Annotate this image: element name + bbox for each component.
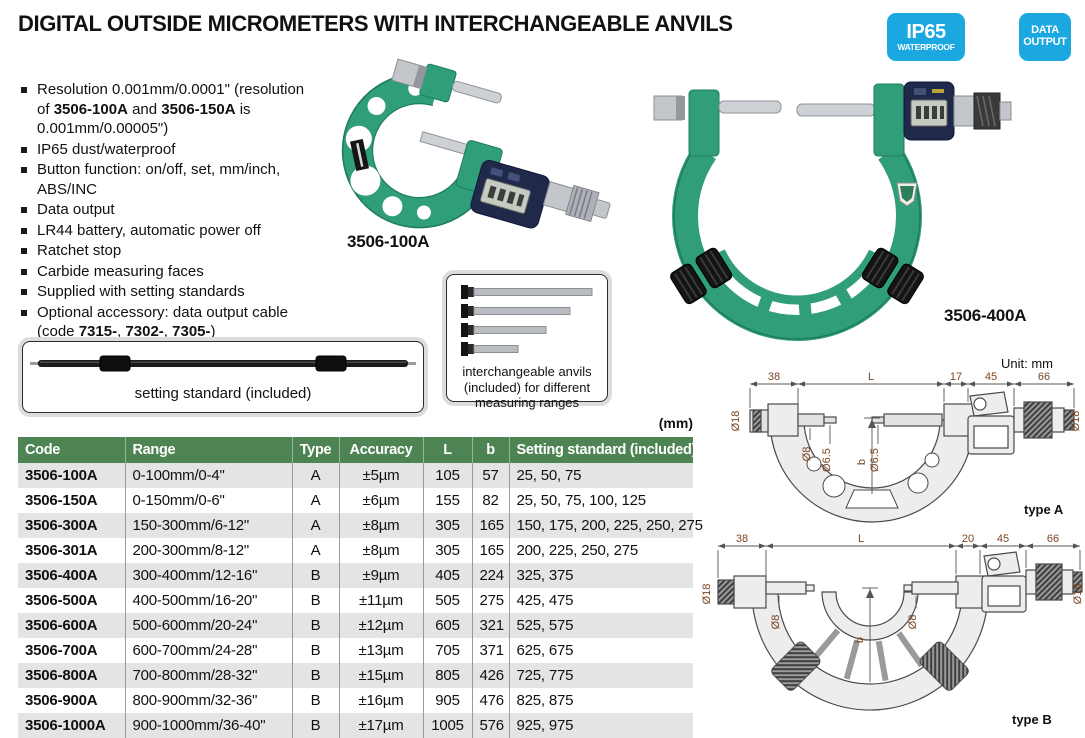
table-cell: B (292, 688, 339, 713)
table-cell: 805 (423, 663, 472, 688)
table-cell: A (292, 488, 339, 513)
table-cell: 224 (472, 563, 509, 588)
anvil-rod (461, 285, 592, 299)
table-cell: ±13µm (339, 638, 423, 663)
product-code-small: 3506-100A (347, 232, 430, 251)
table-cell: B (292, 663, 339, 688)
feature-badges (887, 13, 1071, 61)
feature-item: IP65 dust/waterproof (20, 140, 316, 160)
display-and-thimble (982, 552, 1082, 612)
table-cell: 200, 225, 250, 275 (509, 538, 693, 563)
table-cell: B (292, 588, 339, 613)
table-row (18, 463, 693, 488)
table-cell: 57 (472, 463, 509, 488)
table-cell: 3506-800A (25, 667, 98, 684)
dim-depth-b: b (854, 636, 866, 644)
dia-tip-right: Ø6.5 (869, 448, 881, 472)
table-row (18, 588, 693, 613)
spec-table-body (18, 463, 703, 738)
feature-item: Button function: on/off, set, mm/inch, ABS/INC (20, 160, 316, 199)
table-unit-note: (mm) (658, 415, 693, 431)
table-row (18, 538, 693, 563)
table-cell: A (292, 538, 339, 563)
table-cell: ±5µm (339, 463, 423, 488)
table-cell: B (292, 638, 339, 663)
table-cell: ±8µm (339, 538, 423, 563)
table-cell: 82 (472, 488, 509, 513)
table-cell: 426 (472, 663, 509, 688)
type-b-drawing (700, 530, 1085, 735)
dim-38: 38 (735, 533, 749, 545)
table-cell: 505 (423, 588, 472, 613)
table-cell: 3506-600A (25, 617, 98, 634)
table-cell: 425, 475 (509, 588, 693, 613)
column-header: Code (18, 437, 125, 463)
anvil-assembly (654, 90, 781, 156)
dim-20: 20 (961, 533, 975, 545)
badge-line1: DATA (1031, 24, 1059, 37)
table-cell: ±12µm (339, 613, 423, 638)
micrometer-3506-100a-image (268, 58, 613, 238)
dim-38: 38 (767, 371, 781, 383)
table-cell: ±15µm (339, 663, 423, 688)
table-cell: 400-500mm/16-20" (125, 588, 292, 613)
thimble-assembly (954, 93, 1011, 129)
setting-standard-box (22, 341, 424, 413)
table-cell: 3506-500A (25, 592, 98, 609)
column-header: Type (292, 437, 339, 463)
digital-display (904, 82, 954, 140)
dia-right: Ø18 (1072, 583, 1084, 605)
column-header: b (472, 437, 509, 463)
table-cell: 325, 375 (509, 563, 693, 588)
badge-line2: OUTPUT (1023, 36, 1067, 48)
feature-item: Supplied with setting standards (20, 282, 316, 302)
table-cell: 3506-700A (25, 642, 98, 659)
table-cell: 305 (423, 513, 472, 538)
table-cell: 0-100mm/0-4" (125, 463, 292, 488)
table-cell: 725, 775 (509, 663, 693, 688)
dim-45: 45 (984, 371, 998, 383)
table-row (18, 663, 693, 688)
table-cell: 150-300mm/6-12" (125, 513, 292, 538)
header-row (18, 437, 693, 463)
table-cell: 576 (472, 713, 509, 738)
table-cell: 405 (423, 563, 472, 588)
column-header: L (423, 437, 472, 463)
table-row (18, 638, 693, 663)
dia-spindle-right: Ø8 (907, 614, 919, 630)
table-cell: 3506-300A (25, 517, 98, 534)
dim-L: L (857, 533, 865, 545)
dim-66: 66 (1046, 533, 1060, 545)
table-cell: 700-800mm/28-32" (125, 663, 292, 688)
table-row (18, 488, 693, 513)
dia-left: Ø18 (730, 410, 742, 432)
table-cell: 3506-100A (25, 467, 98, 484)
feature-item: Carbide measuring faces (20, 262, 316, 282)
table-cell: ±11µm (339, 588, 423, 613)
dim-depth-b: b (856, 458, 868, 466)
table-cell: 305 (423, 538, 472, 563)
dia-right: Ø18 (1070, 410, 1082, 432)
table-cell: 3506-150A (25, 492, 98, 509)
anvil-rod (461, 342, 518, 356)
table-cell: 900-1000mm/36-40" (125, 713, 292, 738)
table-cell: 105 (423, 463, 472, 488)
spec-table (18, 437, 703, 738)
table-cell: 925, 975 (509, 713, 693, 738)
dim-17: 17 (949, 371, 963, 383)
table-cell: 321 (472, 613, 509, 638)
data-output-badge (1019, 13, 1071, 61)
type-a-drawing (722, 368, 1082, 520)
table-cell: 25, 50, 75 (509, 463, 693, 488)
dim-45: 45 (996, 533, 1010, 545)
table-cell: 165 (472, 538, 509, 563)
page-title: DIGITAL OUTSIDE MICROMETERS WITH INTERCHANGEABLE ANVILS (18, 11, 733, 36)
table-cell: 705 (423, 638, 472, 663)
table-cell: ±9µm (339, 563, 423, 588)
table-cell: B (292, 563, 339, 588)
display-and-thimble (968, 392, 1074, 454)
table-cell: 605 (423, 613, 472, 638)
table-cell: 275 (472, 588, 509, 613)
setting-standard-caption: setting standard (included) (134, 385, 312, 402)
table-row (18, 563, 693, 588)
table-cell: B (292, 613, 339, 638)
column-header: Setting standard (included) (509, 437, 693, 463)
spec-table-head (18, 437, 697, 463)
feature-item: Resolution 0.001mm/0.0001" (resolution of 3506-100A and 3506-150A is 0.001mm/0.00005") (20, 80, 316, 139)
setting-standard-image (28, 350, 418, 376)
dim-L: L (867, 371, 875, 383)
anvil-rod (461, 323, 546, 337)
table-cell: 905 (423, 688, 472, 713)
feature-item: Ratchet stop (20, 241, 316, 261)
table-cell: 0-150mm/0-6" (125, 488, 292, 513)
table-cell: 300-400mm/12-16" (125, 563, 292, 588)
table-cell: ±8µm (339, 513, 423, 538)
product-code-large: 3506-400A (944, 306, 1027, 325)
table-cell: 3506-301A (25, 542, 98, 559)
dia-left: Ø18 (701, 583, 713, 605)
table-cell: 165 (472, 513, 509, 538)
table-cell: 476 (472, 688, 509, 713)
spindle-post (797, 84, 904, 156)
feature-item: Data output (20, 200, 316, 220)
table-cell: A (292, 463, 339, 488)
type-a-caption: type A (1024, 502, 1064, 517)
table-cell: 25, 50, 75, 100, 125 (509, 488, 693, 513)
column-header: Accuracy (339, 437, 423, 463)
table-cell: 500-600mm/20-24" (125, 613, 292, 638)
table-cell: 1005 (423, 713, 472, 738)
feature-item: LR44 battery, automatic power off (20, 221, 316, 241)
dia-tip-left: Ø6.5 (821, 448, 833, 472)
table-cell: ±6µm (339, 488, 423, 513)
table-cell: 150, 175, 200, 225, 250, 275 (509, 513, 693, 538)
table-cell: B (292, 713, 339, 738)
anvils-box (446, 274, 608, 410)
table-cell: 625, 675 (509, 638, 693, 663)
anvils-caption: interchangeable anvils (included) for different measuring ranges (462, 364, 592, 410)
table-cell: 155 (423, 488, 472, 513)
table-row (18, 688, 693, 713)
feature-item: Optional accessory: data output cable (code 7315-, 7302-, 7305-) (20, 303, 316, 342)
inner-wall (713, 132, 881, 300)
table-cell: 3506-1000A (25, 717, 106, 734)
table-cell: 200-300mm/8-12" (125, 538, 292, 563)
table-cell: 525, 575 (509, 613, 693, 638)
table-cell: ±17µm (339, 713, 423, 738)
table-cell: 3506-900A (25, 692, 98, 709)
dim-66: 66 (1037, 371, 1051, 383)
dia-spindle: Ø8 (801, 446, 813, 462)
table-cell: ±16µm (339, 688, 423, 713)
table-cell: 825, 875 (509, 688, 693, 713)
drawing-unit-note: Unit: mm (1001, 356, 1053, 371)
table-row (18, 713, 693, 738)
badge-line2: WATERPROOF (897, 42, 955, 53)
table-cell: A (292, 513, 339, 538)
anvil-rod (461, 304, 570, 318)
anvils-image (453, 281, 601, 357)
table-cell: 3506-400A (25, 567, 98, 584)
table-row (18, 613, 693, 638)
type-b-caption: type B (1012, 712, 1052, 727)
column-header: Range (125, 437, 292, 463)
table-row (18, 513, 693, 538)
dia-spindle-left: Ø8 (770, 614, 782, 630)
table-cell: 371 (472, 638, 509, 663)
ip65-waterproof-badge (887, 13, 965, 61)
badge-line1: IP65 (906, 21, 946, 44)
table-cell: 600-700mm/24-28" (125, 638, 292, 663)
table-cell: 800-900mm/32-36" (125, 688, 292, 713)
